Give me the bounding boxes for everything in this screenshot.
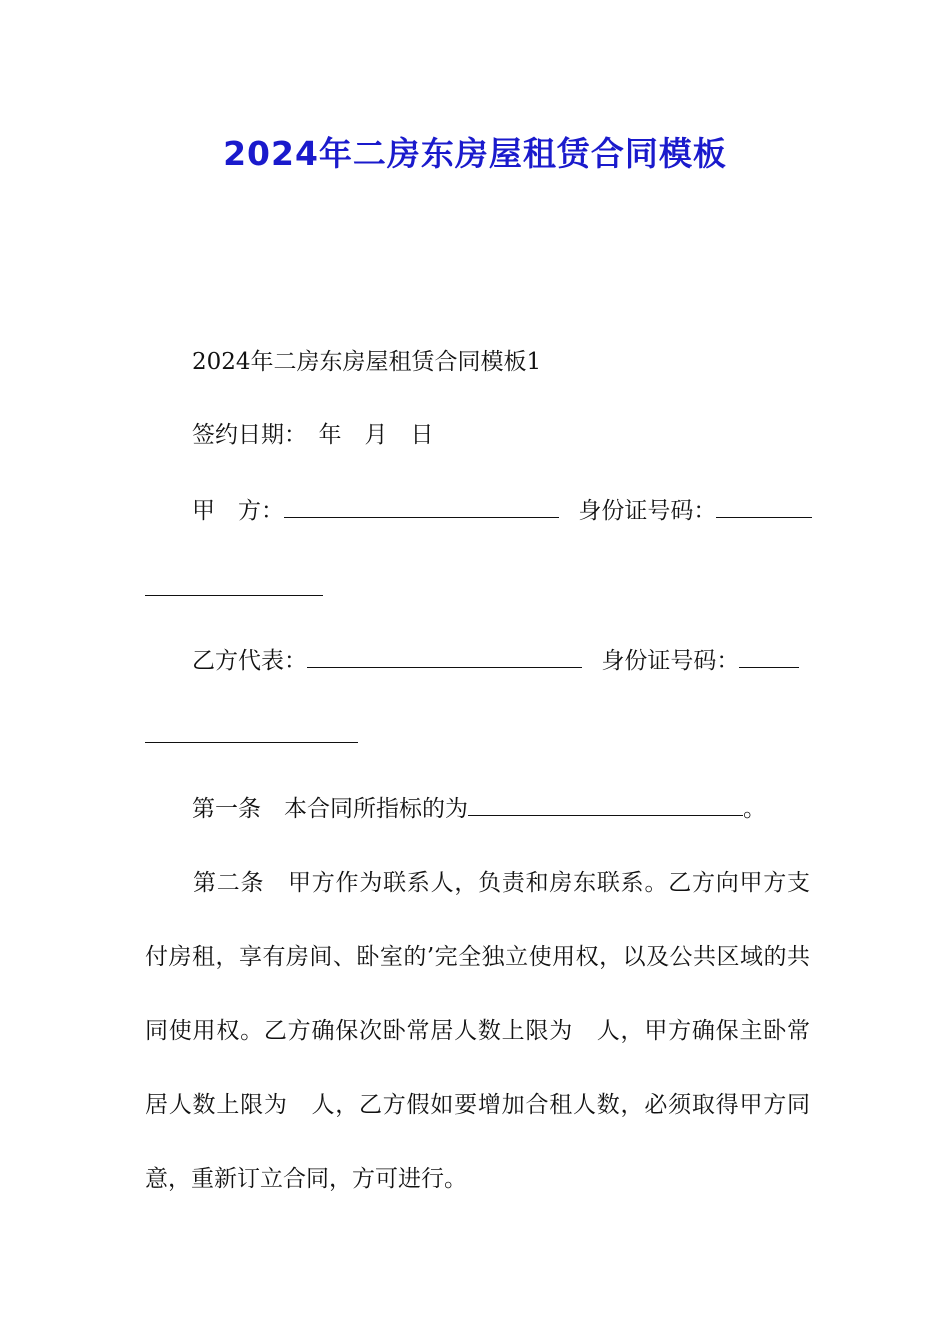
article-1-blank (468, 795, 743, 816)
party-a-label: 甲 方： (192, 498, 284, 524)
party-b-blank (307, 647, 582, 668)
article-2: 第二条 甲方作为联系人，负责和房东联系。乙方向甲方支付房租，享有房间、卧室的’完全独立使用权，以及公共区域的共同使用权。乙方确保次卧常居人数上限为 人，甲方确保主卧常居人数上限为 人，乙方假如要增加合租人数，必须取得甲方同意，重新订立合同，方可进行。 (145, 870, 810, 1192)
party-b-line (192, 646, 799, 676)
article-1-text: 第一条 本合同所指标的为 (192, 796, 468, 822)
party-b-id-label: 身份证号码： (601, 648, 740, 674)
party-a-line (192, 496, 812, 526)
party-b-id-blank-continued (145, 741, 358, 743)
party-a-id-blank-continued (145, 594, 323, 596)
party-a-id-label: 身份证号码： (578, 498, 717, 524)
article-1 (192, 794, 766, 824)
party-a-blank (284, 497, 559, 518)
party-a-id-blank (716, 497, 812, 518)
party-b-id-blank (739, 647, 799, 668)
contract-subtitle: 2024年二房东房屋租赁合同模板1 (192, 349, 542, 375)
party-b-label: 乙方代表： (192, 648, 307, 674)
sign-date-line: 签约日期： 年 月 日 (192, 422, 434, 448)
document-title: 2024年二房东房屋租赁合同模板 (223, 134, 727, 173)
article-1-end: 。 (743, 796, 766, 822)
